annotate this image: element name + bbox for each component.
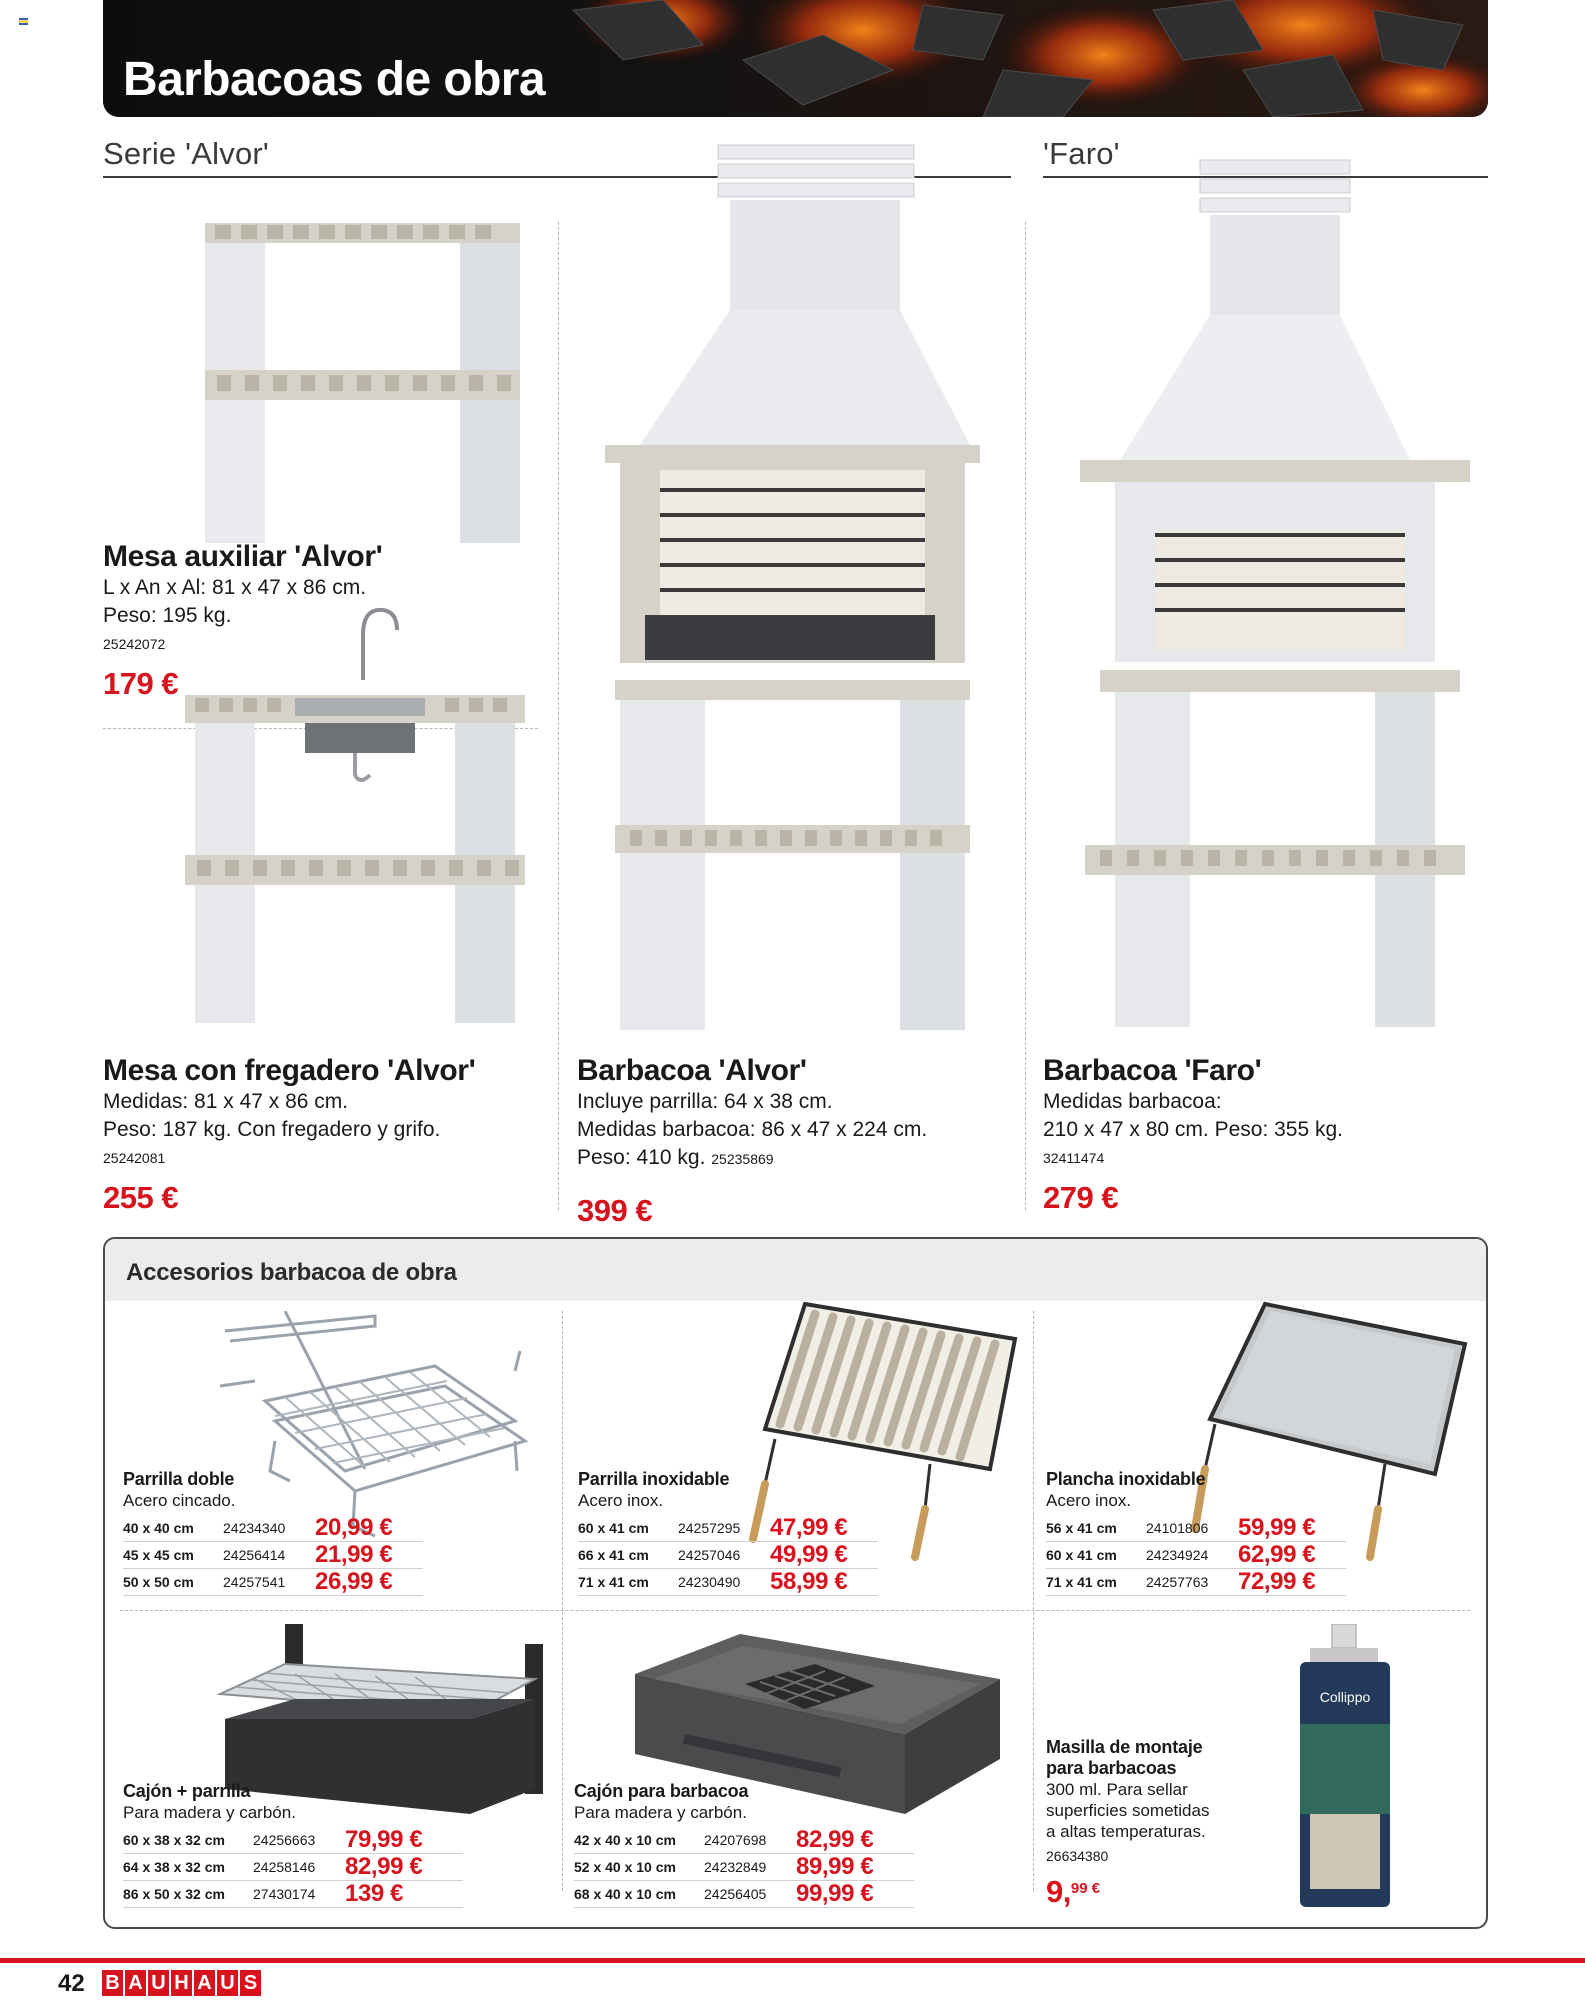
product-dimensions: Medidas: 81 x 47 x 86 cm. [103, 1090, 349, 1113]
product-grill: Incluye parrilla: 64 x 38 cm. [577, 1090, 833, 1113]
column-separator [558, 222, 559, 1210]
size: 66 x 41 cm [578, 1547, 649, 1563]
product-mesa-fregadero [103, 1054, 543, 1216]
size-row [1046, 1515, 1346, 1542]
accessory-desc-line3: a altas temperaturas. [1046, 1822, 1206, 1841]
price: 79,99 € [345, 1826, 423, 1853]
accessory-name: Parrilla doble [123, 1469, 235, 1489]
accessory-name: Cajón para barbacoa [574, 1781, 749, 1801]
price: 89,99 € [796, 1853, 874, 1880]
barbacoa-faro-image [1075, 155, 1475, 1035]
code: 24256663 [253, 1832, 316, 1848]
size: 71 x 41 cm [578, 1574, 649, 1590]
accessories-panel [103, 1237, 1488, 1929]
size: 68 x 40 x 10 cm [574, 1886, 676, 1902]
accessories-title: Accesorios barbacoa de obra [126, 1259, 457, 1286]
price: 72,99 € [1238, 1568, 1316, 1595]
price-integer: 9, [1046, 1874, 1071, 1909]
logo-letter: U [148, 1970, 169, 1996]
price: 139 € [345, 1880, 404, 1907]
size-row [574, 1827, 914, 1854]
size-row [578, 1515, 878, 1542]
size: 50 x 50 cm [123, 1574, 194, 1590]
page-title: Barbacoas de obra [123, 53, 545, 106]
accessory-name: Masilla de montaje [1046, 1737, 1203, 1757]
product-barbacoa-faro [1043, 1054, 1483, 1216]
column-separator [1025, 222, 1026, 1210]
code: 24234340 [223, 1520, 286, 1536]
product-price [1046, 1874, 1276, 1910]
price: 62,99 € [1238, 1541, 1316, 1568]
size: 56 x 41 cm [1046, 1520, 1117, 1536]
barbacoa-alvor-image [600, 140, 985, 1040]
accessory-desc-line2: superficies sometidas [1046, 1801, 1210, 1820]
size-row [574, 1854, 914, 1881]
size: 52 x 40 x 10 cm [574, 1859, 676, 1875]
size: 45 x 45 cm [123, 1547, 194, 1563]
size-row [123, 1827, 463, 1854]
product-weight: Peso: 195 kg. [103, 604, 232, 627]
size-table [578, 1515, 878, 1596]
product-title: Barbacoa 'Alvor' [577, 1054, 807, 1087]
logo-letter: A [194, 1970, 215, 1996]
product-price: 179 € [103, 666, 179, 701]
accessory-desc: Acero inox. [1046, 1491, 1132, 1510]
section-heading-faro: 'Faro' [1043, 136, 1120, 171]
code: 24257763 [1146, 1574, 1209, 1590]
size-row [123, 1515, 423, 1542]
accessory-name: Plancha inoxidable [1046, 1469, 1206, 1489]
size-table [123, 1827, 463, 1908]
logo-letter: A [125, 1970, 146, 1996]
accessory-desc: Para madera y carbón. [123, 1803, 296, 1822]
price: 26,99 € [315, 1568, 393, 1595]
code: 24207698 [704, 1832, 767, 1848]
size: 40 x 40 cm [123, 1520, 194, 1536]
size-row [123, 1542, 423, 1569]
mesa-auxiliar-image [205, 215, 525, 545]
price: 99,99 € [796, 1880, 874, 1907]
accessory-name-line2: para barbacoas [1046, 1758, 1177, 1778]
row-separator [120, 1610, 1470, 1611]
code: 24256405 [704, 1886, 767, 1902]
size-row [1046, 1542, 1346, 1569]
accessory-desc: Para madera y carbón. [574, 1803, 747, 1822]
page-number: 42 [58, 1970, 85, 1997]
size: 42 x 40 x 10 cm [574, 1832, 676, 1848]
size: 60 x 38 x 32 cm [123, 1832, 225, 1848]
accessory-cajon-barbacoa [574, 1781, 914, 1908]
price: 58,99 € [770, 1568, 848, 1595]
code: 24232849 [704, 1859, 767, 1875]
product-weight: Peso: 410 kg. [577, 1146, 706, 1169]
product-barbacoa-alvor [577, 1054, 1017, 1229]
code: 24257046 [678, 1547, 741, 1563]
accessory-name: Cajón + parrilla [123, 1781, 251, 1801]
product-code: 32411474 [1043, 1150, 1105, 1166]
price: 20,99 € [315, 1514, 393, 1541]
product-code: 25235869 [711, 1151, 774, 1167]
product-dimensions: 210 x 47 x 80 cm. Peso: 355 kg. [1043, 1118, 1344, 1141]
code: 24258146 [253, 1859, 316, 1875]
size: 60 x 41 cm [1046, 1547, 1117, 1563]
footer-rule [0, 1958, 1585, 1963]
accessory-cajon-parrilla [123, 1781, 463, 1908]
code: 24257295 [678, 1520, 741, 1536]
logo-letter: U [217, 1970, 238, 1996]
column-separator [1033, 1311, 1034, 1891]
accessory-desc: 300 ml. Para sellar [1046, 1780, 1188, 1799]
product-title: Mesa con fregadero 'Alvor' [103, 1054, 476, 1087]
size: 60 x 41 cm [578, 1520, 649, 1536]
code: 24256414 [223, 1547, 286, 1563]
size-table [1046, 1515, 1346, 1596]
accessory-parrilla-inoxidable [578, 1469, 878, 1596]
header-banner [103, 0, 1488, 117]
accessory-name: Parrilla inoxidable [578, 1469, 730, 1489]
size-table [123, 1515, 423, 1596]
price: 82,99 € [796, 1826, 874, 1853]
size: 86 x 50 x 32 cm [123, 1886, 225, 1902]
product-dimensions-label: Medidas barbacoa: [1043, 1090, 1222, 1113]
size-table [574, 1827, 914, 1908]
product-code: 25242081 [103, 1150, 166, 1166]
column-separator [562, 1311, 563, 1891]
size-row [578, 1542, 878, 1569]
section-heading-alvor: Serie 'Alvor' [103, 136, 270, 171]
price: 47,99 € [770, 1514, 848, 1541]
product-mesa-auxiliar [103, 540, 503, 702]
price: 49,99 € [770, 1541, 848, 1568]
accessory-plancha-inoxidable [1046, 1469, 1346, 1596]
product-price: 399 € [577, 1193, 653, 1228]
code: 24101806 [1146, 1520, 1209, 1536]
size-row [574, 1881, 914, 1908]
size-row [578, 1569, 878, 1596]
product-dimensions: Medidas barbacoa: 86 x 47 x 224 cm. [577, 1118, 928, 1141]
logo-letter: S [240, 1970, 261, 1996]
accessory-desc: Acero inox. [578, 1491, 664, 1510]
code: 24234924 [1146, 1547, 1209, 1563]
accessory-parrilla-doble [123, 1469, 423, 1596]
code: 24257541 [223, 1574, 286, 1590]
product-title: Barbacoa 'Faro' [1043, 1054, 1262, 1087]
size: 71 x 41 cm [1046, 1574, 1117, 1590]
size: 64 x 38 x 32 cm [123, 1859, 225, 1875]
product-weight-line [577, 1144, 1017, 1173]
size-row [123, 1854, 463, 1881]
product-weight: Peso: 187 kg. Con fregadero y grifo. [103, 1118, 441, 1141]
masilla-tube-image [1290, 1624, 1400, 1914]
logo-letter: B [102, 1970, 123, 1996]
size-row [1046, 1569, 1346, 1596]
accessory-desc: Acero cincado. [123, 1491, 236, 1510]
accessory-masilla [1046, 1737, 1276, 1910]
logo-letter: H [171, 1970, 192, 1996]
product-code: 25242072 [103, 636, 166, 652]
price: 21,99 € [315, 1541, 393, 1568]
product-price: 255 € [103, 1180, 179, 1215]
product-title: Mesa auxiliar 'Alvor' [103, 540, 383, 573]
bauhaus-logo [102, 1970, 261, 1996]
corner-flag-icon [19, 18, 28, 25]
size-row [123, 1881, 463, 1908]
code: 27430174 [253, 1886, 316, 1902]
price-decimals: 99 € [1070, 1880, 1101, 1897]
product-price: 279 € [1043, 1180, 1119, 1215]
product-dimensions: L x An x Al: 81 x 47 x 86 cm. [103, 576, 367, 599]
size-row [123, 1569, 423, 1596]
product-code: 26634380 [1046, 1848, 1109, 1864]
price: 59,99 € [1238, 1514, 1316, 1541]
tube-brand-label: Collippo [1319, 1689, 1371, 1705]
code: 24230490 [678, 1574, 741, 1590]
price: 82,99 € [345, 1853, 423, 1880]
